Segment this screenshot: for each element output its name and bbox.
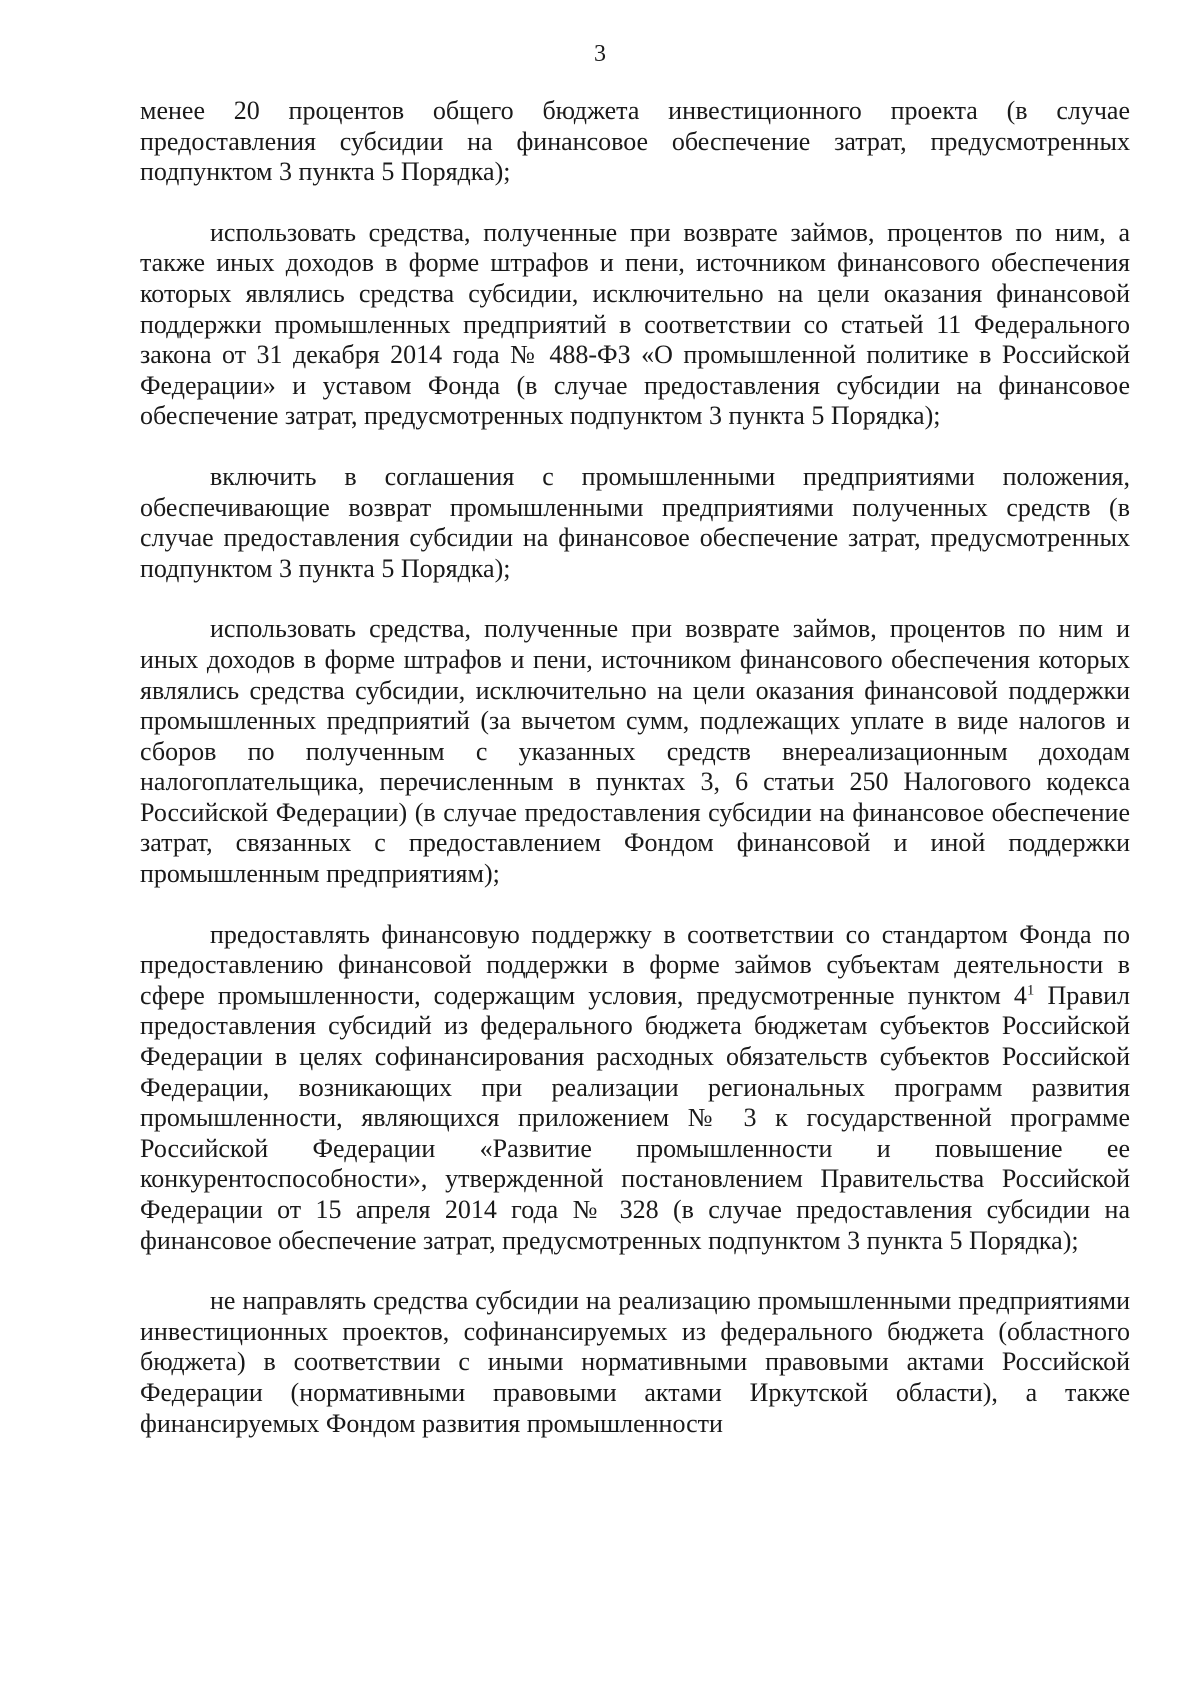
paragraph-continuation: менее 20 процентов общего бюджета инвестиционного проекта (в случае предоставления субсидии на финансовое обеспечение затрат, предусмотренных подпунктом 3 пункта 5 Порядка); <box>140 96 1130 187</box>
superscript-index: 1 <box>1026 982 1035 999</box>
paragraph-agreement-terms: включить в соглашения с промышленными предприятиями положения, обеспечивающие возврат промышленными предприятиями полученных средств (в случае предоставления субсидии на финансовое обеспечение затрат, предусмотренных подпунктом 3 пункта 5 Порядка); <box>140 461 1130 583</box>
paragraph-financial-support-standard <box>140 920 1130 1257</box>
page-number: 3 <box>594 41 606 67</box>
paragraph-no-double-funding: не направлять средства субсидии на реализацию промышленными предприятиями инвестиционных проектов, софинансируемых из федерального бюджета (областного бюджета) в соответствии с иными нормативными правовыми актами Российской Федерации (нормативными правовыми актами Иркутской области), а также финансируемых Фондом развития промышленности <box>140 1286 1130 1438</box>
paragraph-text-before-superscript: предоставлять финансовую поддержку в соответствии со стандартом Фонда по предоставлению финансовой поддержки в форме займов субъектам деятельности в сфере промышленности, содержащим условия, предусмотренные пунктом 4 <box>140 919 1130 1010</box>
document-body <box>140 96 1130 1439</box>
paragraph-text-after-superscript: Правил предоставления субсидий из федерального бюджета бюджетам субъектов Российской Федерации в целях софинансирования расходных обязательств субъектов Российской Федерации, возникающих при реализации региональных программ развития промышленности, являющихся приложением № 3 к государственной программе Российской Федерации «Развитие промышленности и повышение ее конкурентоспособности», утвержденной постановлением Правительства Российской Федерации от 15 апреля 2014 года № 328 (в случае предоставления субсидии на финансовое обеспечение затрат, предусмотренных подпунктом 3 пункта 5 Порядка); <box>140 980 1131 1255</box>
paragraph-use-loan-funds: использовать средства, полученные при возврате займов, процентов по ним, а также иных доходов в форме штрафов и пени, источником финансового обеспечения которых являлись средства субсидии, исключительно на цели оказания финансовой поддержки промышленных предприятий в соответствии со статьей 11 Федерального закона от 31 декабря 2014 года № 488-ФЗ «О промышленной политике в Российской Федерации» и уставом Фонда (в случае предоставления субсидии на финансовое обеспечение затрат, предусмотренных подпунктом 3 пункта 5 Порядка); <box>140 217 1130 431</box>
paragraph-use-funds-tax: использовать средства, полученные при возврате займов, процентов по ним и иных доходов в форме штрафов и пени, источником финансового обеспечения которых являлись средства субсидии, исключительно на цели оказания финансовой поддержки промышленных предприятий (за вычетом сумм, подлежащих уплате в виде налогов и сборов по полученным с указанных средств внереализационным доходам налогоплательщика, перечисленным в пунктах 3, 6 статьи 250 Налогового кодекса Российской Федерации) (в случае предоставления субсидии на финансовое обеспечение затрат, связанных с предоставлением Фондом финансовой и иной поддержки промышленным предприятиям); <box>140 614 1130 889</box>
